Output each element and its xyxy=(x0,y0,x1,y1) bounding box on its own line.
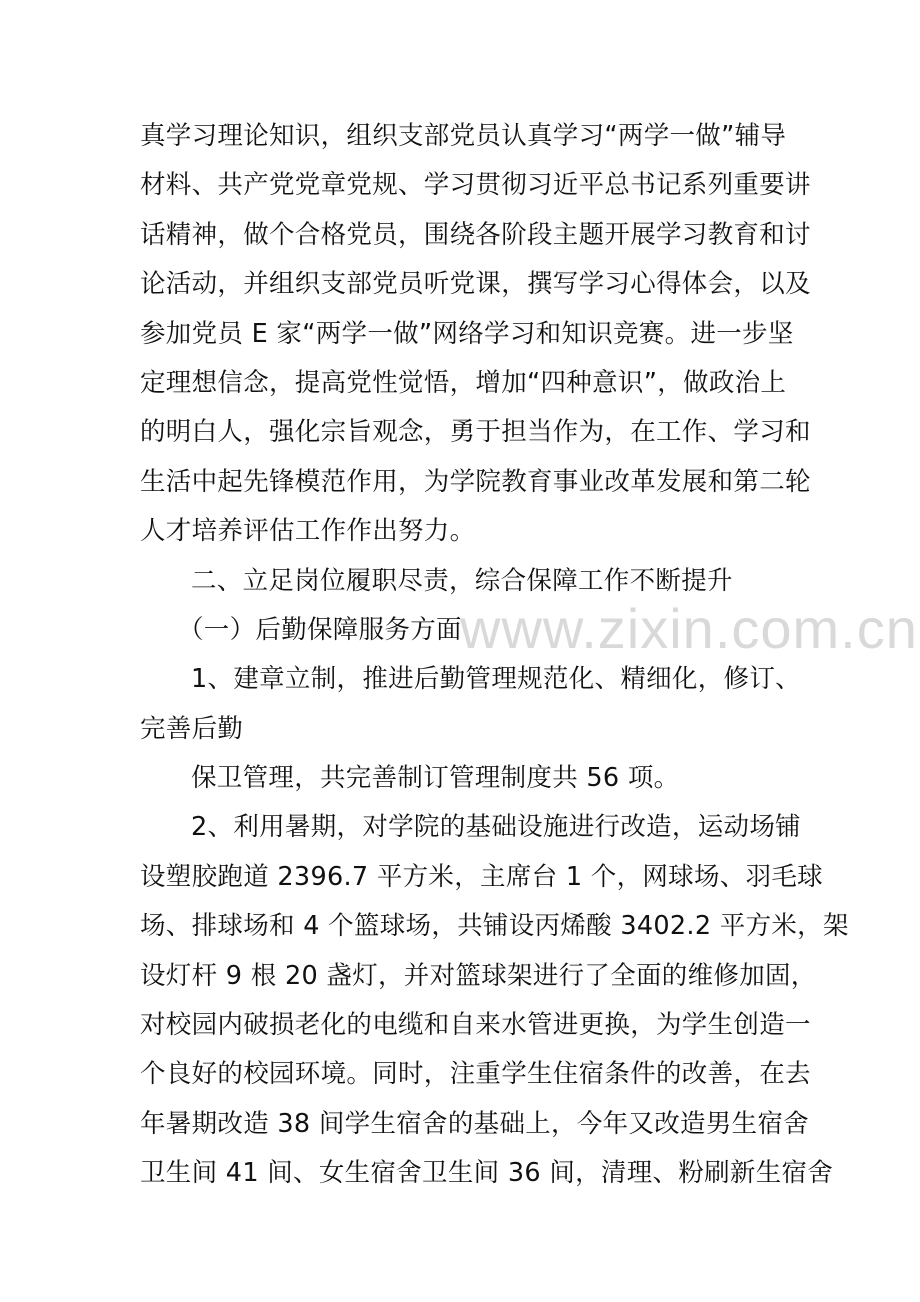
body-line: 真学习理论知识，组织支部党员认真学习“两学一做”辅导 xyxy=(140,121,787,151)
document-body xyxy=(140,112,849,1199)
body-line: 保卫管理，共完善制订管理制度共 56 项。 xyxy=(191,763,680,794)
body-line: 生活中起先锋模范作用，为学院教育事业改革发展和第二轮 xyxy=(140,466,811,497)
body-line: 人才培养评估工作作出努力。 xyxy=(140,516,476,547)
body-line: 设灯杆 9 根 20 盏灯，并对篮球架进行了全面的维修加固， xyxy=(140,960,817,991)
body-line: 个良好的校园环境。同时，注重学生住宿条件的改善，在去 xyxy=(140,1059,811,1090)
body-line: 完善后勤 xyxy=(140,713,244,744)
body-line: 的明白人，强化宗旨观念，勇于担当作为，在工作、学习和 xyxy=(140,417,811,448)
body-line: 论活动，并组织支部党员听党课，撰写学习心得体会，以及 xyxy=(140,269,811,300)
section-heading: 二、立足岗位履职尽责，综合保障工作不断提升 xyxy=(191,565,733,596)
subsection-heading: （一）后勤保障服务方面 xyxy=(178,614,462,645)
watermark: www.zixin.com.cn xyxy=(460,597,918,660)
body-line: 年暑期改造 38 间学生宿舍的基础上，今年又改造男生宿舍 xyxy=(140,1108,810,1139)
body-line: 对校园内破损老化的电缆和自来水管进更换，为学生创造一 xyxy=(140,1010,811,1041)
body-line: 设塑胶跑道 2396.7 平方米，主席台 1 个，网球场、羽毛球 xyxy=(140,861,823,892)
body-line: 2、利用暑期，对学院的基础设施进行改造，运动场铺 xyxy=(191,812,801,843)
body-line: 卫生间 41 间、女生宿舍卫生间 36 间，清理、粉刷新生宿舍 xyxy=(140,1158,834,1189)
body-line: 材料、共产党党章党规、学习贯彻习近平总书记系列重要讲 xyxy=(140,170,811,201)
body-line: 参加党员 E 家“两学一做”网络学习和知识竞赛。进一步坚 xyxy=(140,318,794,349)
body-line: 场、排球场和 4 个篮球场，共铺设丙烯酸 3402.2 平方米，架 xyxy=(140,911,849,942)
body-line: 定理想信念，提高党性觉悟，增加“四种意识”，做政治上 xyxy=(140,367,787,398)
body-line: 1、建章立制，推进后勤管理规范化、精细化，修订、 xyxy=(191,664,801,695)
body-line: 话精神，做个合格党员，围绕各阶段主题开展学习教育和讨 xyxy=(140,219,811,250)
